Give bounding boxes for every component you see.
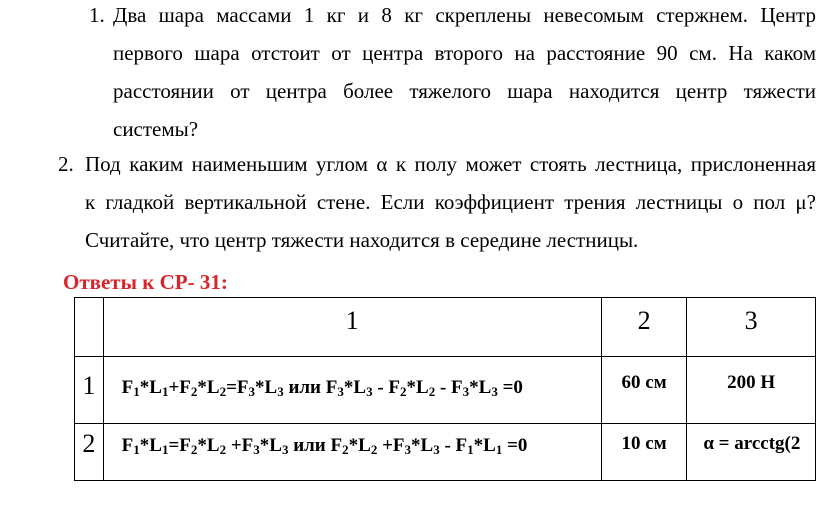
answer-cell: 10 см xyxy=(601,424,686,481)
answer-cell: 200 Н xyxy=(687,357,816,424)
question-line: к гладкой вертикальной стене. Если коэффициент трения лестницы о пол μ? xyxy=(85,190,816,214)
formula-cell xyxy=(103,357,601,424)
subscript: 3 xyxy=(404,442,411,457)
subscript: 2 xyxy=(219,384,227,399)
subscript: 1 xyxy=(161,442,169,457)
formula-part: +F xyxy=(377,435,405,456)
subscript: 2 xyxy=(370,442,378,457)
header-cell xyxy=(75,298,104,357)
header-cell: 3 xyxy=(687,298,816,357)
answer-cell: 60 см xyxy=(601,357,686,424)
formula-part: +F xyxy=(168,377,191,398)
formula-part: *L xyxy=(411,435,434,456)
subscript: 2 xyxy=(428,384,436,399)
formula-part: или F xyxy=(283,377,338,398)
formula-part: *L xyxy=(255,377,278,398)
subscript: 2 xyxy=(342,442,349,457)
formula-part: - F xyxy=(372,377,400,398)
formula-part: =0 xyxy=(497,377,523,398)
question-number: 1. xyxy=(89,3,105,27)
table-row xyxy=(75,357,816,424)
formula-part: - F xyxy=(435,377,463,398)
table-header-row xyxy=(75,298,816,357)
formula-part: *L xyxy=(473,435,496,456)
formula-part: *L xyxy=(348,435,371,456)
header-cell: 2 xyxy=(601,298,686,357)
formula-part: =0 xyxy=(502,435,528,456)
subscript: 2 xyxy=(219,442,227,457)
subscript: 1 xyxy=(161,384,169,399)
subscript: 1 xyxy=(133,442,140,457)
subscript: 3 xyxy=(366,384,373,399)
header-cell: 1 xyxy=(103,298,601,357)
subscript: 3 xyxy=(281,442,289,457)
subscript: 2 xyxy=(190,384,198,399)
question-line: Два шара массами 1 кг и 8 кг скреплены невесомым стержнем. Центр xyxy=(113,3,816,27)
answer-cell: α = arcctg(2 xyxy=(687,424,816,481)
subscript: 3 xyxy=(248,384,256,399)
formula-part: *L xyxy=(139,377,162,398)
formula-part: F xyxy=(121,435,134,456)
formula-part: или F xyxy=(288,435,343,456)
formula-text xyxy=(122,435,528,456)
formula-part: *L xyxy=(469,377,492,398)
formula-part: - F xyxy=(439,435,468,456)
formula-part: *L xyxy=(197,377,220,398)
formula-cell xyxy=(103,424,601,481)
subscript: 3 xyxy=(337,384,344,399)
row-number: 2 xyxy=(75,424,104,481)
subscript: 2 xyxy=(190,442,198,457)
answers-heading: Ответы к СР- 31: xyxy=(63,270,228,294)
subscript: 3 xyxy=(277,384,284,399)
formula-part: F xyxy=(121,377,134,398)
formula-part: *L xyxy=(343,377,367,398)
formula-part: *L xyxy=(259,435,282,456)
formula-part: +F xyxy=(226,435,254,456)
formula-text xyxy=(122,377,523,398)
answers-table xyxy=(74,297,816,481)
question-number: 2. xyxy=(58,152,74,176)
question-line: системы? xyxy=(113,117,199,141)
question-line: Под каким наименьшим углом α к полу может стоять лестница, прислоненная xyxy=(85,152,816,176)
subscript: 2 xyxy=(400,384,407,399)
formula-part: =F xyxy=(226,377,249,398)
subscript: 3 xyxy=(462,384,470,399)
question-line: Считайте, что центр тяжести находится в середине лестницы. xyxy=(85,228,639,252)
formula-part: *L xyxy=(139,435,162,456)
subscript: 1 xyxy=(133,384,140,399)
subscript: 3 xyxy=(491,384,498,399)
table-row xyxy=(75,424,816,481)
question-line: первого шара отстоит от центра второго на расстояние 90 см. На каком xyxy=(113,41,816,65)
subscript: 1 xyxy=(467,442,474,457)
question-line: расстоянии от центра более тяжелого шара находится центр тяжести xyxy=(113,79,816,103)
subscript: 3 xyxy=(253,442,260,457)
formula-part: =F xyxy=(168,435,191,456)
row-number: 1 xyxy=(75,357,104,424)
subscript: 3 xyxy=(433,442,440,457)
subscript: 1 xyxy=(495,442,503,457)
formula-part: *L xyxy=(197,435,220,456)
formula-part: *L xyxy=(406,377,429,398)
